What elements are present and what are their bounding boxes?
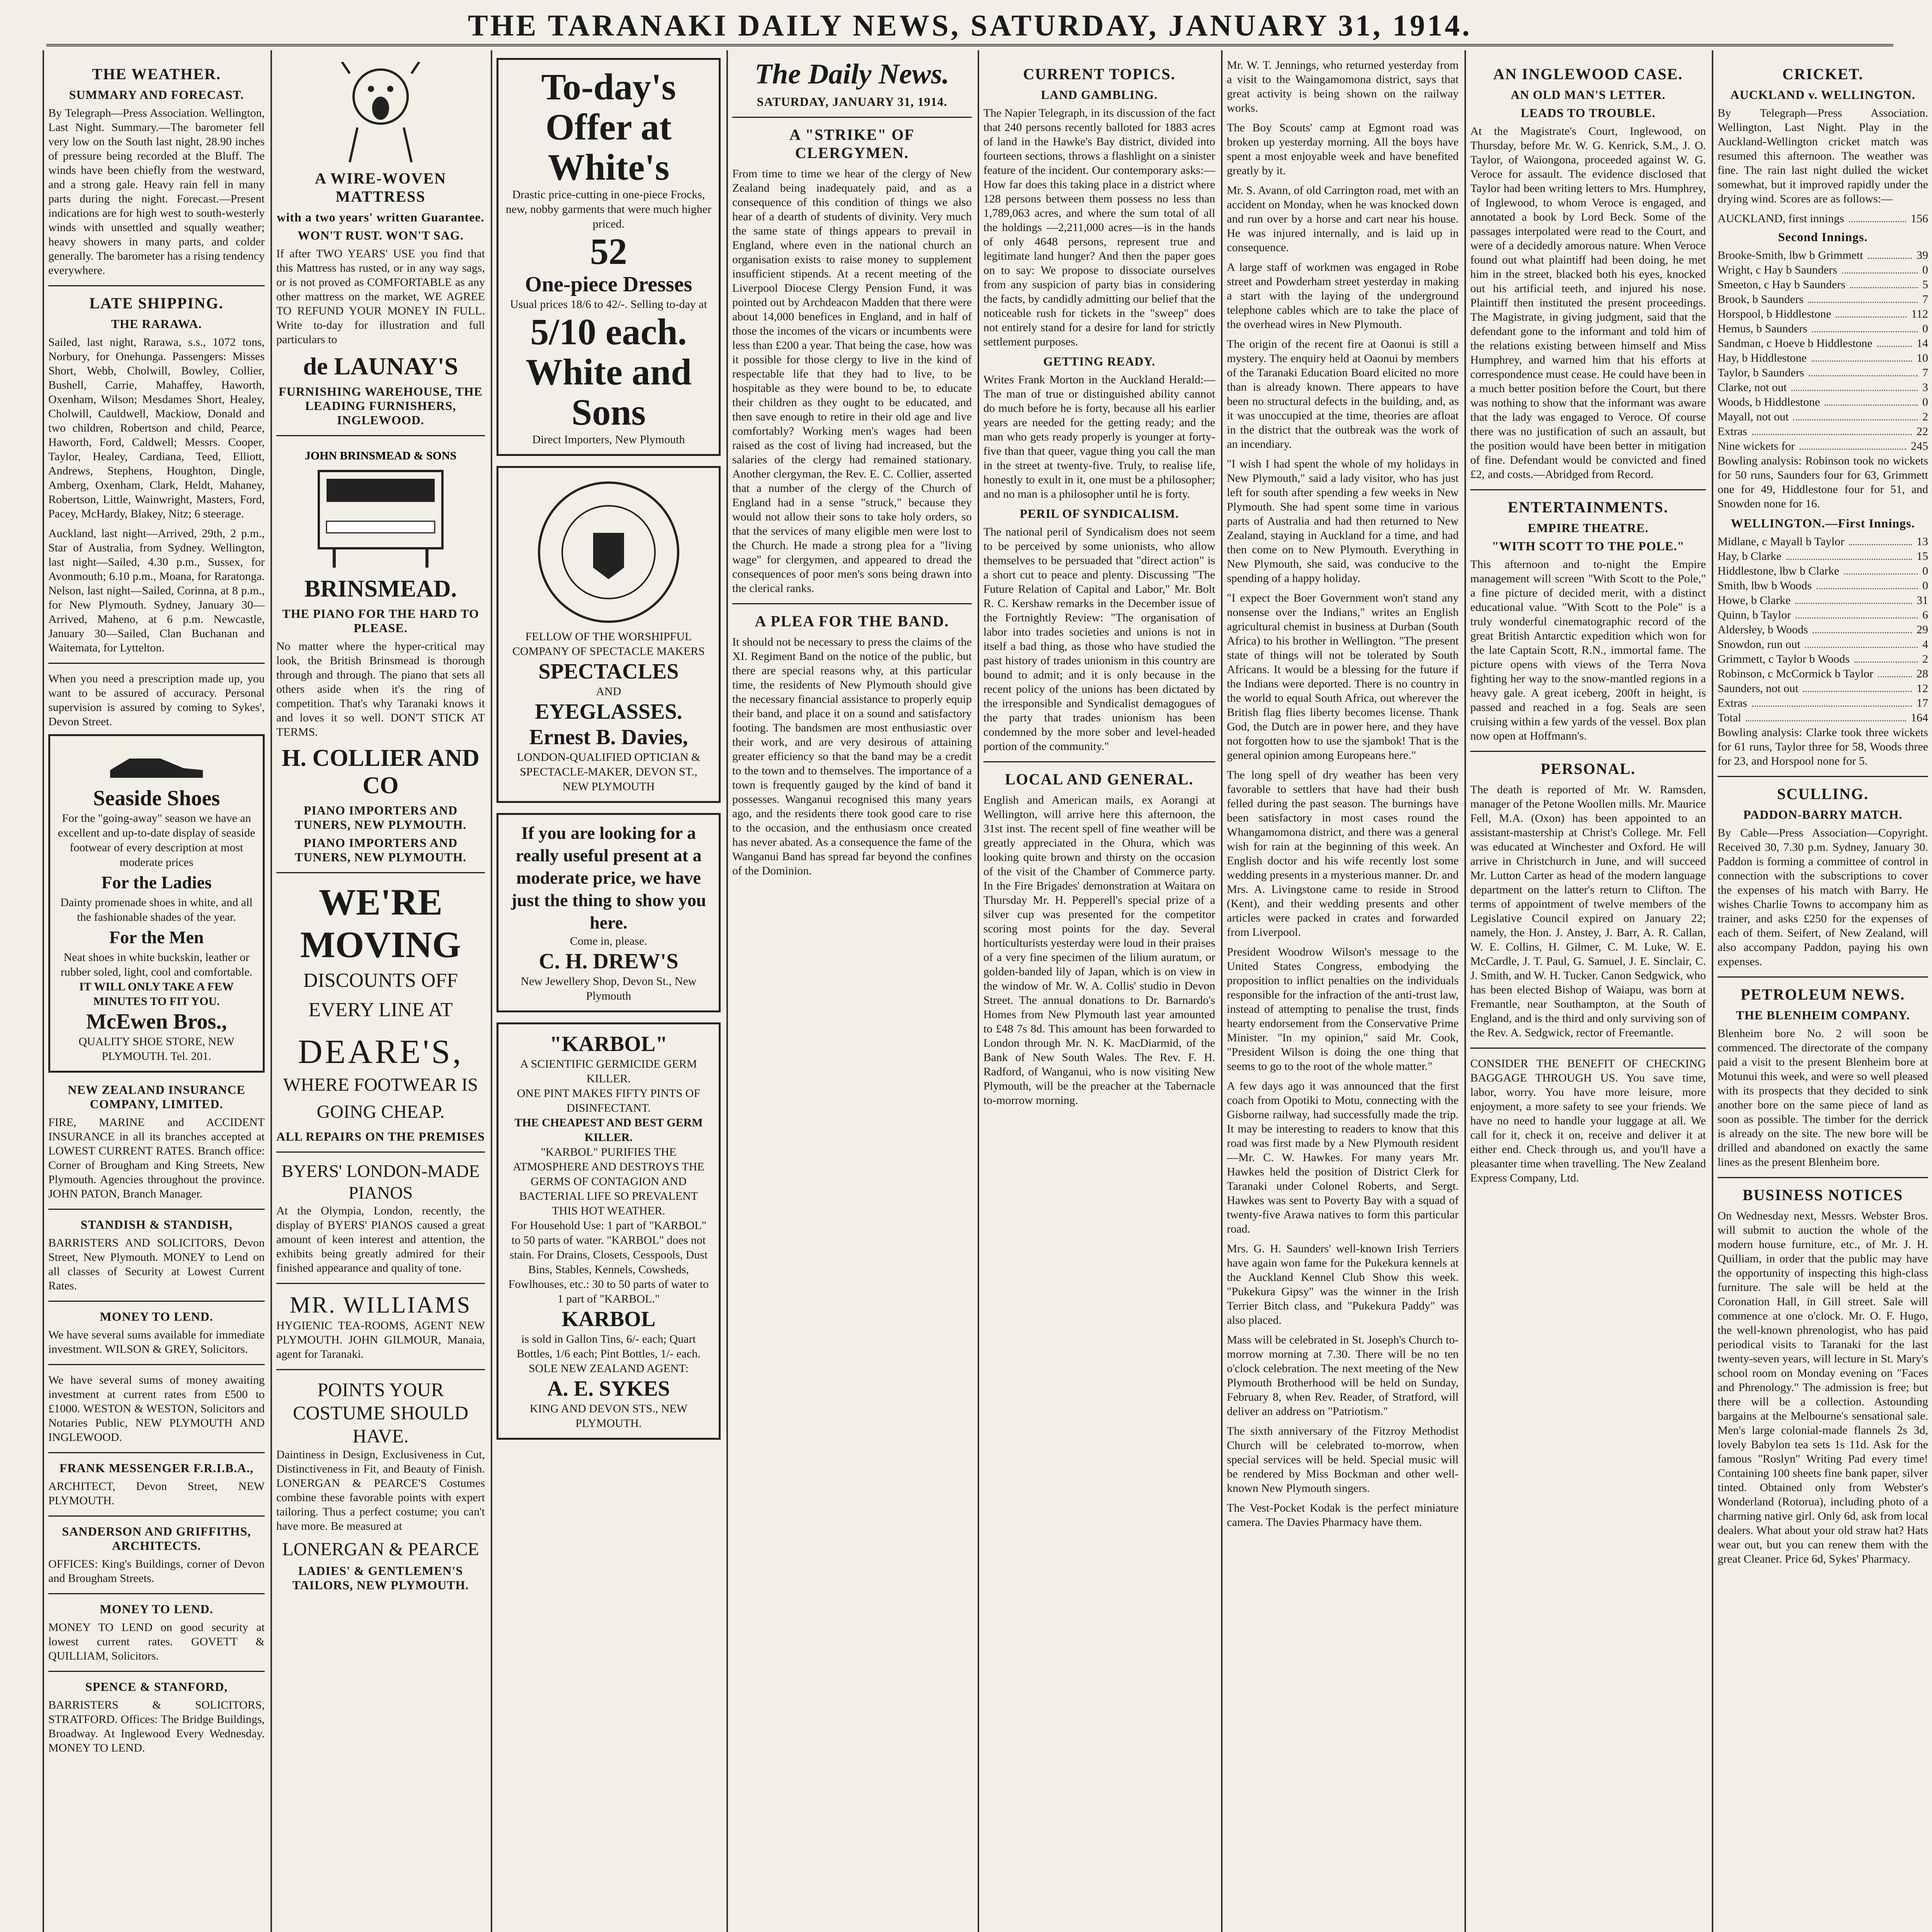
local-body: English and American mails, ex Aorangi at Wellington, will arrive here this afternoon, the 31st inst. The recent spell of fine weather will be greatly appreciated in the Ohura, which was looking quite brown and thirsty on the occasion of the visit of the Chamber of Commerce party. In the Fire Brigades' demonstration at Waitara on Thursday Mr. H. Pepperell's special prize of a silver cup was presented for the competitor scoring most points for the day. Several horticulturists yesterday were loud in their praises of a very fine specimen of the lilium auratum, or golden-banded lily of Japan, which is on view in the window of Mr. W. A. Collis' studio in Devon Street. The annual donations to Dr. Barnardo's Homes from New Plymouth last year amounted to £48 7s 8d. This amount has been forwarded to London through Mr. N. K. MacDiarmid, of the Bank of New South Wales. The Rev. F. H. Radford, of Wanganui, who is now visiting New Plymouth, will be the preacher at the Tabernacle to-morrow morning. bbox=[983, 794, 1215, 1107]
batsman-name: Extras bbox=[1718, 697, 1747, 709]
score-row bbox=[1718, 608, 1928, 622]
column-rule bbox=[270, 50, 272, 1932]
terriers-item: Mrs. G. H. Saunders' well-known Irish Terriers have again won fame for the Pukekura kennels at the Auckland Kennel Club Show this week. "Pukekura Gipsy" was the winner in the Irish Terrier Bitch class, and "Pukekura Paddy" was also placed. bbox=[1227, 1242, 1459, 1327]
gambling-title: LAND GAMBLING. bbox=[1041, 88, 1158, 102]
batsman-name: Saunders, not out bbox=[1718, 682, 1799, 695]
column-7 bbox=[1470, 58, 1706, 1932]
business-notices-body: On Wednesday next, Messrs. Webster Bros. will submit to auction the whole of the modern house furniture, etc., of Mr. J. H. Quilliam, in order that the public may have the opportunity of inspecting this high-class furniture. The sale will be held at the Coronation Hall, in Gill street. Sale will commence at one o'clock. Mr. O. F. Hugo, the well-known phrenologist, who has paid periodical visits to Taranaki for the last twenty-seven years, will lecture in St. Mary's school room on Monday evening on "Faces and Phrenology." The admission is free; but there will be a collection. Astounding bargains at the Melbourne's sensational sale. Men's large colonial-made flannels 2s 3d, lovely Babylon tea sets 1s 11d. Ask for the famous "Roslyn" Writing Pad every time! Containing 100 sheets fine bank paper, silver tinted. Obtained only from Webster's Wonderland (Rotorua), including photo of a charming native girl. Only 6d, ask from local dealers. What about your old straw hat? Hats wear out, but you can renew them with the great Cleaner. Price 6d, Sykes' Pharmacy. bbox=[1718, 1209, 1928, 1565]
batsman-name: Smeeton, c Hay b Saunders bbox=[1718, 278, 1845, 291]
second-innings-title: Second Innings. bbox=[1778, 230, 1868, 244]
score-row bbox=[1718, 549, 1928, 564]
costume-title: POINTS YOUR COSTUME SHOULD HAVE. bbox=[293, 1379, 469, 1447]
spectacles-ad bbox=[497, 466, 721, 803]
column-6 bbox=[1227, 58, 1459, 1932]
batsman-name: Sandman, c Hoeve b Hiddlestone bbox=[1718, 337, 1872, 350]
divider bbox=[48, 663, 265, 664]
jennings-item: Mr. W. T. Jennings, who returned yesterday from a visit to the Waingamomona district, says that great activity is being shown on the railway works. bbox=[1227, 59, 1459, 114]
column-2 bbox=[276, 58, 485, 1932]
auckland-scorecard bbox=[1718, 248, 1928, 439]
weston-body: We have several sums of money awaiting investment at current rates from £500 to £1000. WESTON & WESTON, Solicitors and Notaries Public, NEW PLYMOUTH AND INGLEWOOD. bbox=[48, 1374, 265, 1444]
score-row bbox=[1718, 395, 1928, 410]
karbol-use: For Household Use: 1 part of "KARBOL" to 50 parts of water. "KARBOL" does not stain. For Drains, Closets, Cesspools, Dust Bins, Stables, Kennels, Cowsheds, Fowlhouses, etc.: 30 to 50 parts of water to 1 part of "KARBOL." bbox=[508, 1219, 709, 1305]
wilson-item: President Woodrow Wilson's message to the United States Congress, embodying the proposition to inflict penalties on the individuals responsible for the infraction of the anti-trust law, instead of attempting to penalise the trust, finds hearty endorsement from the Conservative Prime Minister. "In my opinion," said Mr. Cook, "President Wilson is doing the one thing that seems to go to the root of the whole matter." bbox=[1227, 946, 1459, 1073]
mattress-subtitle: with a two years' written Guarantee. bbox=[277, 210, 485, 224]
score-row bbox=[1718, 263, 1928, 277]
dateline: SATURDAY, JANUARY 31, 1914. bbox=[757, 95, 947, 109]
divider bbox=[1718, 1177, 1928, 1178]
karbol-body: "KARBOL" PURIFIES THE ATMOSPHERE AND DESTROYS THE GERMS OF CONTAGION AND BACTERIAL LIFE SO PREVALENT THIS HOT WEATHER. bbox=[513, 1146, 704, 1217]
piano-brand: JOHN BRINSMEAD & SONS bbox=[304, 449, 457, 462]
karbol-price: is sold in Gallon Tins, 6/- each; Quart Bottles, 1/6 each; Pint Bottles, 1/- each. bbox=[517, 1333, 701, 1360]
batsman-runs: 2 bbox=[1922, 410, 1928, 423]
seaside-title: Seaside Shoes bbox=[93, 786, 220, 810]
divider bbox=[48, 1452, 265, 1453]
shipping-passengers: Sailed, last night, Rarawa, s.s., 1072 tons, Norbury, for Onehunga. Passengers: Misses Short, Webb, Cholwill, Bowley, Collier, Bushell, Carrie, Mahaffey, Haworth, Oxenham, Wilson; Mesdames Short, Healey, Cholwill, Cauldwell, Mackiow, Donald and two children, Robertson and child, Pearce, Haworth, Ford, Caldwell; Messrs. Cooper, Taylor, Healey, Cardiana, Teed, Elliott, Andrews, Stephens, Houghton, Dingle, Amberg, Oxenham, Clark, Heldt, Mahaney, Robertson, Little, Wainwright, Masters, Ford, Pacey, McHardy, Blakey, Nitz; 6 steerage. bbox=[48, 336, 265, 520]
divider bbox=[276, 1151, 485, 1153]
divider bbox=[48, 1671, 265, 1672]
karbol-ad bbox=[497, 1022, 721, 1440]
spectacle-makers-seal-icon bbox=[505, 479, 712, 626]
wedding-item: The long spell of dry weather has been very favorable to settlers that have had their bush felled during the past season. The burnings have been satisfactory in most cases round the Whangamomona district, and there was a general wish for rain at the beginning of this week. An English doctor and his wife recently lost some wedding presents in a mysterious manner. Dr. and Mrs. A. Livingstone came to reside in Strood (Kent), and their wedding presents and other articles were packed in crates and forwarded from Liverpool. bbox=[1227, 769, 1459, 939]
ready-body: Writes Frank Morton in the Auckland Herald:—The man of true or distinguished ability cannot do much before he is forty, because all his earlier years are needed for the getting ready; and the man who gets ready properly is younger at forty-five than that queer, vague thing you call the man in the street at twenty-five. Truly, to realise life, honestly to exult in it, one must be a philosopher; and no man is a philosopher until he is forty. bbox=[983, 373, 1215, 500]
batsman-name: Smith, lbw b Woods bbox=[1718, 579, 1812, 592]
masthead: THE TARANAKI DAILY NEWS, SATURDAY, JANUARY 31, 1914. bbox=[46, 7, 1893, 46]
wellington-total: Total 164 bbox=[1718, 711, 1928, 724]
auckland-first-innings: AUCKLAND, first innings 156 bbox=[1718, 212, 1928, 225]
batsman-runs: 7 bbox=[1922, 293, 1928, 306]
seaside-shoes-ad bbox=[48, 734, 265, 1073]
entertainments-title: ENTERTAINMENTS. bbox=[1508, 498, 1668, 516]
messenger-title: FRANK MESSENGER F.R.I.B.A., bbox=[59, 1461, 254, 1475]
men-body: Neat shoes in white buckskin, leather or rubber soled, light, cool and comfortable. bbox=[60, 951, 253, 978]
oaonui-fire-item: The origin of the recent fire at Oaonui is still a mystery. The enquiry held at Oaonui by members of the Taranaki Education Board elicited no more than is already known. There appears to have been no structural defects in the building, and, as it was unoccupied at the time, theories are afloat in the district that the outbreak was the work of an incendiary. bbox=[1227, 338, 1459, 451]
score-row bbox=[1718, 622, 1928, 637]
column-rule bbox=[726, 50, 728, 1932]
lonergan-name: LONERGAN & PEARCE bbox=[282, 1539, 479, 1560]
griffiths-body: OFFICES: King's Buildings, corner of Devon and Brougham Streets. bbox=[48, 1558, 265, 1585]
divider bbox=[983, 761, 1215, 762]
divider bbox=[732, 117, 972, 118]
divider bbox=[276, 1369, 485, 1370]
williams-name: MR. WILLIAMS bbox=[289, 1292, 472, 1318]
visitor-item: "I wish I had spent the whole of my holidays in New Plymouth," said a lady visitor, who has just left for south after spending a few weeks in New Plymouth. She had spent some time in various parts of Australia and had then returned to New Zealand, staying in Auckland for a time, and had then come on to New Plymouth. Everything in New Plymouth, she said, was conducive to the spending of a happy holiday. bbox=[1227, 457, 1459, 585]
karbol-subtitle: A SCIENTIFIC GERMICIDE GERM KILLER. bbox=[520, 1058, 697, 1085]
mattress-body: If after TWO YEARS' USE you find that this Mattress has rusted, or in any way sags, or is not proved as COMFORTABLE as any other mattress on the market, WE AGREE TO REFUND YOUR MONEY IN FULL. Write to-day for illustration and full particulars to bbox=[276, 247, 485, 346]
govett-title: MONEY TO LEND. bbox=[100, 1602, 213, 1616]
griffiths-title: SANDERSON AND GRIFFITHS, ARCHITECTS. bbox=[62, 1524, 251, 1553]
nz-insurance-body: FIRE, MARINE and ACCIDENT INSURANCE in all its branches accepted at LOWEST CURRENT RATES. Branch office: Corner of Brougham and King Streets, New Plymouth. Agencies throughout the province. JOHN PATON, Branch Manager. bbox=[48, 1116, 265, 1200]
score-row bbox=[1718, 696, 1928, 711]
divider bbox=[48, 1593, 265, 1594]
costume-body: Daintiness in Design, Exclusiveness in Cut, Distinctiveness in Fit, and Beauty of Finish. LONERGAN & PEARCE'S Costumes combine these favorable points with expert tailoring. Thus a perfect costume; you can't have more. Be measured at bbox=[276, 1448, 485, 1532]
score-row bbox=[1718, 652, 1928, 667]
score-row bbox=[1718, 667, 1928, 681]
divider bbox=[1470, 751, 1706, 752]
williams-body: HYGIENIC TEA-ROOMS, AGENT NEW PLYMOUTH. JOHN GILMOUR, Manaia, agent for Taranaki. bbox=[276, 1319, 485, 1361]
batsman-runs: 0 bbox=[1922, 579, 1928, 592]
batsman-runs: 4 bbox=[1922, 638, 1928, 651]
batsman-name: Hay, b Clarke bbox=[1718, 550, 1782, 563]
mcewen-address: QUALITY SHOE STORE, NEW PLYMOUTH. Tel. 201. bbox=[78, 1035, 235, 1063]
wellington-scorecard bbox=[1718, 534, 1928, 711]
divider bbox=[1470, 489, 1706, 490]
drew-body: If you are looking for a really useful present at a moderate price, we have just the thing to show you here. bbox=[511, 823, 706, 932]
spectacles-title: SPECTACLES bbox=[538, 660, 679, 684]
wellington-first-innings-title: WELLINGTON.—First Innings. bbox=[1731, 516, 1915, 530]
davies-body: LONDON-QUALIFIED OPTICIAN & SPECTACLE-MAKER, DEVON ST., NEW PLYMOUTH bbox=[517, 751, 701, 793]
sykes-address: KING AND DEVON STS., NEW PLYMOUTH. bbox=[529, 1402, 688, 1430]
petroleum-title: PETROLEUM NEWS. bbox=[1740, 986, 1905, 1003]
drew-address: New Jewellery Shop, Devon St., New Plymouth bbox=[520, 975, 697, 1002]
batsman-runs: 29 bbox=[1917, 623, 1928, 636]
drew-ad bbox=[497, 813, 721, 1012]
batsman-name: Aldersley, b Woods bbox=[1718, 623, 1808, 636]
whites-ad bbox=[497, 58, 721, 456]
whites-headline: To-day's Offer at White's bbox=[541, 66, 676, 188]
score-row bbox=[1718, 380, 1928, 395]
score-row bbox=[1718, 366, 1928, 380]
column-rule bbox=[491, 50, 492, 1932]
anniversary-item: The sixth anniversary of the Fitzroy Methodist Church will be celebrated to-morrow, when special services will be held. Special music will be rendered by Miss Bockman and other well-known New Plymouth singers. bbox=[1227, 1425, 1459, 1495]
byers-title: BYERS' LONDON-MADE PIANOS bbox=[281, 1161, 480, 1202]
karbol-name: KARBOL bbox=[561, 1307, 656, 1331]
batsman-name: Grimmett, c Taylor b Woods bbox=[1718, 653, 1850, 665]
collier-name: H. COLLIER AND CO bbox=[282, 745, 480, 799]
whites-body: Drastic price-cutting in one-piece Frocks, new, nobby garments that were much higher priced. bbox=[505, 188, 712, 230]
divider bbox=[48, 1515, 265, 1517]
delaunay-address: FURNISHING WAREHOUSE, THE LEADING FURNISHERS, INGLEWOOD. bbox=[279, 384, 483, 427]
paper-title: The Daily News. bbox=[755, 58, 949, 90]
score-row bbox=[1718, 292, 1928, 307]
shipping-movements: Auckland, last night—Arrived, 29th, 2 p.m., Star of Australia, from Sydney. Wellington, last night—Sailed, 4.30 p.m., Sussex, for Avonmouth; 6.10 p.m., Moana, for Raratonga. Nelson, last night—Sailed, Corinna, at 8 p.m., for New Plymouth. Sydney, January 30—Arrived, Maheno, at 6 p.m. Newcastle, January 30—Sailed, Clan Buchanan and Waitemata, for Lyttelton. bbox=[48, 527, 265, 654]
divider bbox=[48, 1301, 265, 1302]
personal-body: The death is reported of Mr. W. Ramsden, manager of the Petone Woollen mills. Mr. Maurice Fell, M.A. (Oxon) has been appointed to an assistant-mastership at Christ's College. Mr. Fell was educated at Winchester and Oxford. He will arrive in Christchurch in June, and will succeed Mr. Lutton Carter as head of the modern language department on the latter's return to Clifton. The terms of appointment of twelve members of the Legislative Council expired on January 22; namely, the Hon. J. Anstey, J. Barr, A. R. Callan, W. E. Collins, H. Gilmer, C. M. Luke, W. E. McCardle, J. T. Paul, G. Samuel, J. E. Sinclair, C. J. Smith, and W. H. Tucker. Canon Sedgwick, who has been elected Bishop of Waiapu, was born at Fremantle, near Southampton, at the South of England, and is the third and only surviving son of the Rev. A. Sedgwick, rector of Freemantle. bbox=[1470, 783, 1706, 1039]
batsman-runs: 0 bbox=[1922, 565, 1928, 577]
personal-title: PERSONAL. bbox=[1541, 760, 1636, 777]
divider bbox=[732, 603, 972, 604]
column-rule bbox=[978, 50, 979, 1932]
spence-title: SPENCE & STANFORD, bbox=[85, 1680, 228, 1694]
eyeglasses-title: EYEGLASSES. bbox=[535, 700, 682, 724]
score-row bbox=[1718, 578, 1928, 593]
column-8 bbox=[1718, 58, 1928, 1932]
batsman-runs: 10 bbox=[1917, 352, 1928, 364]
batsman-runs: 28 bbox=[1917, 667, 1928, 680]
batsman-name: Clarke, not out bbox=[1718, 381, 1787, 394]
match-title: AUCKLAND v. WELLINGTON. bbox=[1730, 88, 1915, 102]
syndicalism-title: PERIL OF SYNDICALISM. bbox=[1020, 507, 1179, 520]
standish-title: STANDISH & STANDISH, bbox=[80, 1218, 233, 1231]
deare-name: DEARE'S, bbox=[298, 1033, 464, 1071]
spence-body: BARRISTERS & SOLICITORS, STRATFORD. Offices: The Bridge Buildings, Broadway. At Inglewood Every Wednesday. MONEY TO LEND. bbox=[48, 1699, 265, 1754]
score-row bbox=[1718, 637, 1928, 652]
score-row bbox=[1718, 248, 1928, 263]
batsman-runs: 6 bbox=[1922, 609, 1928, 621]
karbol-pint: ONE PINT MAKES FIFTY PINTS OF DISINFECTANT. bbox=[517, 1087, 701, 1114]
score-row bbox=[1718, 593, 1928, 608]
mattress-tags: WON'T RUST. WON'T SAG. bbox=[298, 228, 464, 242]
batsman-name: Snowdon, run out bbox=[1718, 638, 1801, 651]
batsman-runs: 39 bbox=[1917, 249, 1928, 262]
gambling-body: The Napier Telegraph, in its discussion of the fact that 240 persons recently balloted for 1883 acres of land in the Hawke's Bay district, divided into fourteen sections, throws a flashlight on a sinister feature of the incident. Our contemporary asks:—How far does this taking place in a district where 128 persons between them possess no less than 1,789,063 acres, and where the sum total of all the holdings —2,211,000 acres—is in the hands of only 4648 persons, represent true and legitimate land hunger? And then the paper goes on to say: We propose to dissociate ourselves from any suspicion of party bias in considering the facts, by candidly admitting our belief that the noticeable rush for tickets in the "sweep" does not entirely stand for a desire for land for strictly settlement purposes. bbox=[983, 107, 1215, 348]
standish-body: BARRISTERS AND SOLICITORS, Devon Street, New Plymouth. MONEY to Lend on all classes of Security at Lowest Current Rates. bbox=[48, 1236, 265, 1292]
scott-title: "WITH SCOTT TO THE POLE." bbox=[1492, 539, 1685, 553]
case-title: AN INGLEWOOD CASE. bbox=[1493, 65, 1683, 83]
score-row bbox=[1718, 321, 1928, 336]
men-title: For the Men bbox=[109, 927, 204, 947]
moving-discount: DISCOUNTS OFF EVERY LINE AT bbox=[303, 969, 458, 1021]
batsman-runs: 0 bbox=[1922, 396, 1928, 408]
divider bbox=[276, 872, 485, 873]
messenger-body: ARCHITECT, Devon Street, NEW PLYMOUTH. bbox=[48, 1480, 265, 1507]
score-row bbox=[1718, 681, 1928, 696]
avann-item: Mr. S. Avann, of old Carrington road, met with an accident on Monday, when he was knocked down and run over by a horse and cart near his house. He was injured internally, and is laid up in consequence. bbox=[1227, 184, 1459, 254]
kodak-item: The Vest-Pocket Kodak is the perfect miniature camera. The Davies Pharmacy have them. bbox=[1227, 1502, 1459, 1529]
davies-name: Ernest B. Davies, bbox=[529, 725, 688, 749]
collier-address-2: PIANO IMPORTERS AND TUNERS, NEW PLYMOUTH. bbox=[294, 836, 467, 864]
weather-report: By Telegraph—Press Association. Wellington, Last Night. Summary.—The barometer fell very low on the South last night, 28.90 inches of pressure being recorded at the Bluff. The winds have been chiefly from the westward, and a strong gale. Heavy rain fell in many parts during the night. Forecast.—Present indications are for high west to south-westerly winds with unsettled and squally weather; heavy showers in many parts, and colder generally. The barometer has a rising tendency everywhere. bbox=[48, 107, 265, 277]
score-row bbox=[1718, 424, 1928, 439]
deare-repairs: ALL REPAIRS ON THE PREMISES bbox=[276, 1129, 485, 1143]
piano-subtitle: THE PIANO FOR THE HARD TO PLEASE. bbox=[282, 607, 479, 635]
column-rule bbox=[1221, 50, 1223, 1932]
lonergan-address: LADIES' & GENTLEMEN'S TAILORS, NEW PLYMOUTH. bbox=[292, 1564, 469, 1592]
column-1 bbox=[48, 58, 265, 1932]
seaside-body: For the "going-away" season we have an excellent and up-to-date display of seaside footwear of every description at most moderate prices bbox=[58, 812, 255, 869]
karbol-agent: SOLE NEW ZEALAND AGENT: bbox=[529, 1362, 689, 1375]
entertainments-subtitle: EMPIRE THEATRE. bbox=[1527, 521, 1649, 535]
cricket-intro: By Telegraph—Press Association. Wellington, Last Night. Play in the Auckland-Wellington cricket match was resumed this afternoon. The weather was fine. The rain last night dulled the wicket somewhat, but it improved rapidly under the drying wind. Scores are as follows:— bbox=[1718, 107, 1928, 205]
petroleum-body: Blenheim bore No. 2 will soon be commenced. The directorate of the company paid a visit to the present Blenheim bore at Motunui this week, and were so well pleased with its prospects that they decided to sink another bore on the same piece of land as soon as possible. The timber for the derrick is already on the site. The new bore will be drilled and abandoned on exactly the same lines as the present Blenheim bore. bbox=[1718, 1027, 1928, 1168]
weather-title: THE WEATHER. bbox=[92, 65, 221, 83]
batsman-name: Extras bbox=[1718, 425, 1747, 438]
karbol-title: "KARBOL" bbox=[549, 1032, 668, 1056]
shoe-cta: IT WILL ONLY TAKE A FEW MINUTES TO FIT YOU. bbox=[79, 980, 234, 1008]
batsman-runs: 2 bbox=[1922, 653, 1928, 665]
sykes-notice: When you need a prescription made up, you want to be assured of accuracy. Personal supervision is assured by coming to Sykes', Devon Street. bbox=[48, 672, 265, 728]
deare-subtitle: WHERE FOOTWEAR IS GOING CHEAP. bbox=[283, 1075, 478, 1122]
batsman-runs: 15 bbox=[1917, 550, 1928, 563]
case-body: At the Magistrate's Court, Inglewood, on Thursday, before Mr. W. G. Kenrick, S.M., J. O. Taylor, of Waiongona, proceeded against W. G. Veroce for assault. The evidence disclosed that Taylor had been writing letters to Mrs. Humphrey, of Inglewood, to whom Veroce is engaged, and annotated a book by Lord Beck. Some of the passages interpolated were read to the Court, and were of a decidedly amorous nature. When Veroce found out what plaintiff had been doing, he met him in the street, blacked both his eyes, knocked out his artificial teeth, and injured his nose. Plaintiff then instituted the present proceedings. The Magistrate, in giving judgment, said that the defendant gone to the informant and told him of the relations existing between himself and Miss Humphrey, and warned him that his efforts at correspondence must cease. He could have been in a much better position before the Court, but there was nothing to show that the informant was aware that the lady was engaged to Veroce. Of course there was no justification of such an assault, but the position would have been better in mitigation of fine. Defendant would be convicted and fined £2, and costs.—Abridged from Record. bbox=[1470, 125, 1706, 481]
batsman-runs: 0 bbox=[1922, 264, 1928, 276]
batsman-name: Brooke-Smith, lbw b Grimmett bbox=[1718, 249, 1863, 262]
case-subtitle: AN OLD MAN'S LETTER. bbox=[1510, 88, 1666, 102]
column-4 bbox=[732, 58, 972, 1932]
score-row bbox=[1718, 534, 1928, 549]
business-notices-title: BUSINESS NOTICES bbox=[1742, 1186, 1903, 1204]
ladies-title: For the Ladies bbox=[101, 872, 212, 892]
whites-price-was: Usual prices 18/6 to 42/-. Selling to-day at bbox=[510, 298, 707, 311]
whites-name: White and Sons bbox=[526, 351, 692, 433]
divider bbox=[1470, 1048, 1706, 1049]
whites-count: 52 bbox=[590, 231, 627, 272]
batsman-name: Howe, b Clarke bbox=[1718, 594, 1791, 607]
batsman-name: Quinn, b Taylor bbox=[1718, 609, 1791, 621]
piano-title: BRINSMEAD. bbox=[304, 576, 457, 602]
whites-address: Direct Importers, New Plymouth bbox=[532, 433, 685, 446]
divider bbox=[1718, 776, 1928, 777]
case-subtitle-2: LEADS TO TROUBLE. bbox=[1520, 106, 1656, 120]
money-body: We have several sums available for immediate investment. WILSON & GREY, Solicitors. bbox=[48, 1328, 265, 1355]
score-row bbox=[1718, 564, 1928, 578]
drew-cta: Come in, please. bbox=[570, 935, 647, 947]
score-row bbox=[1718, 410, 1928, 424]
nine-wickets-total: Nine wickets for 245 bbox=[1718, 440, 1928, 452]
divider bbox=[276, 1283, 485, 1284]
scouts-item: The Boy Scouts' camp at Egmont road was broken up yesterday morning. All the boys have spent a most enjoyable week and have benefited greatly by it. bbox=[1227, 121, 1459, 177]
sykes-name: A. E. SYKES bbox=[547, 1377, 670, 1401]
batsman-runs: 3 bbox=[1922, 381, 1928, 394]
whites-price: 5/10 each. bbox=[530, 311, 687, 352]
mass-item: Mass will be celebrated in St. Joseph's Church to-morrow morning at 7.30. There will be no ten o'clock celebration. The next meeting of the New Plymouth Brotherhood will be held on Sunday, February 8, when Rev. Reader, of Stratford, will deliver an address on "Patriotism." bbox=[1227, 1333, 1459, 1418]
batsman-name: Robinson, c McCormick b Taylor bbox=[1718, 667, 1874, 680]
batsman-name: Horspool, b Hiddlestone bbox=[1718, 308, 1832, 320]
batsman-name: Hay, b Hiddlestone bbox=[1718, 352, 1807, 364]
divider bbox=[276, 435, 485, 436]
sculling-title: SCULLING. bbox=[1777, 785, 1869, 803]
collier-address: PIANO IMPORTERS AND TUNERS, NEW PLYMOUTH. bbox=[294, 803, 467, 832]
batsman-name: Midlane, c Mayall b Taylor bbox=[1718, 535, 1845, 548]
batsman-name: Brook, b Saunders bbox=[1718, 293, 1804, 306]
syndicalism-body: The national peril of Syndicalism does not seem to be perceived by some unionists, who allow themselves to be persuaded that "direct action" is a short cut to peace and plenty. Discussing "The Future Relation of Capital and Labor," Mr. Bolt R. C. Kershaw remarks in the December issue of the Fortnightly Review: "The organisation of labor into trades societies and unions is not in itself a bad thing, as those who have studied the past history of trades unionism in this country are bound to admit; and it is only because in the recent policy of the unions has been dictated by the irresponsible and Syndicalist demagogues of the party that trades unionism has been condemned by the more sober and level-headed portion of the community." bbox=[983, 526, 1215, 753]
mcewen-name: McEwen Bros., bbox=[86, 1010, 227, 1034]
sculling-body: By Cable—Press Association—Copyright. Received 30, 7.30 p.m. Sydney, January 30. Paddon is forming a committee of control in connection with the subscriptions to cover the expenses of his match with Barry. He wishes Charlie Towns to accompany him as trainer, and asks £250 for the expenses of each of them. Seifert, of New Zealand, will also accompany Paddon, paying his own expenses. bbox=[1718, 827, 1928, 968]
motu-road-item: A few days ago it was announced that the first coach from Opotiki to Motu, connecting with the Gisborne railway, had successfully made the trip. It may be interesting to readers to know that this road was first made by a New Plymouth resident—Mr. C. W. Hawkes. For many years Mr. Hawkes held the position of District Clerk for Taranaki under Colonel Roberts, and Sergt. Hawkes was sent to Poverty Bay with a squad of twenty-five Arawa natives to form this particular road. bbox=[1227, 1080, 1459, 1235]
batsman-name: Hemus, b Saunders bbox=[1718, 322, 1808, 335]
scott-body: This afternoon and to-night the Empire management will screen "With Scott to the Pole," a fine picture of decided merit, with a distinct educational value. "With Scott to the Pole" is a truly wonderful cinematographic record of the great British Antarctic expedition which won for the late Captain Scott, R.N., immortal fame. The picture opens with views of the Terra Nova fighting her way to the snow-mantled regions in a heavy gale. A great iceberg, 200ft in height, is passed and reached in a fog. Seals are seen cruising within a few yards of the vessel. Box plan now open at Hoffmann's. bbox=[1470, 558, 1706, 742]
column-rule bbox=[1712, 50, 1713, 1932]
editorial-title: A "STRIKE" OF CLERGYMEN. bbox=[789, 126, 915, 162]
ready-title: GETTING READY. bbox=[1043, 354, 1156, 368]
shoe-icon bbox=[57, 747, 256, 782]
karbol-cheap: THE CHEAPEST AND BEST GERM KILLER. bbox=[514, 1116, 703, 1144]
score-row bbox=[1718, 351, 1928, 366]
batsman-runs: 0 bbox=[1922, 322, 1928, 335]
batsman-runs: 13 bbox=[1917, 535, 1928, 548]
indians-item: "I expect the Boer Government won't stand any nonsense over the Indians," writes an English agricultural chemist in business at Durban (South Africa) to his brother in Wellington. "The present state of things will not be tolerated by South Africans. It would be a blessing for the future if the Indians were deported. There is no country in the world to equal South Africa, out wherever the British flag flies liberty becomes license. Thank God, the Dutch are in power here, and they have not forgotten how to use the sjambok! That is the general opinion among Europeans here." bbox=[1227, 592, 1459, 762]
batsman-runs: 5 bbox=[1922, 278, 1928, 291]
cricket-title: CRICKET. bbox=[1782, 65, 1864, 83]
govett-body: MONEY TO LEND on good security at lowest current rates. GOVETT & QUILLIAM, Solicitors. bbox=[48, 1621, 265, 1662]
whites-item: One-piece Dresses bbox=[525, 272, 692, 296]
man-shouting-illustration-icon bbox=[276, 62, 485, 162]
batsman-runs: 112 bbox=[1911, 308, 1928, 320]
spectacles-guild: FELLOW OF THE WORSHIPFUL COMPANY OF SPECTACLE MAKERS bbox=[512, 630, 705, 658]
batsman-runs: 7 bbox=[1922, 366, 1928, 379]
batsman-name: Taylor, b Saunders bbox=[1718, 366, 1804, 379]
spectacles-and: AND bbox=[596, 685, 621, 698]
batsman-runs: 22 bbox=[1917, 425, 1928, 438]
ladies-body: Dainty promenade shoes in white, and all the fashionable shades of the year. bbox=[60, 896, 253, 923]
batsman-runs: 14 bbox=[1917, 337, 1928, 350]
weather-subtitle: SUMMARY AND FORECAST. bbox=[69, 88, 244, 102]
shipping-subtitle: THE RARAWA. bbox=[111, 317, 202, 331]
divider bbox=[48, 1209, 265, 1210]
column-rule bbox=[1464, 50, 1466, 1932]
nz-insurance-title: NEW ZEALAND INSURANCE COMPANY, LIMITED. bbox=[68, 1083, 245, 1111]
batsman-runs: 31 bbox=[1917, 594, 1928, 607]
money-title: MONEY TO LEND. bbox=[100, 1310, 213, 1323]
batsman-name: Wright, c Hay b Saunders bbox=[1718, 264, 1837, 276]
topics-title: CURRENT TOPICS. bbox=[1023, 65, 1176, 83]
piano-body: No matter where the hyper-critical may look, the British Brinsmead is thorough through and through. The piano that sets all others aside when it's the ring of competition. That's why Taranaki knows it and loves it so well. DON'T STICK AT TERMS. bbox=[276, 640, 485, 738]
column-rule bbox=[43, 50, 44, 1932]
delaunay-name: de LAUNAY'S bbox=[303, 352, 458, 380]
sculling-subtitle: PADDON-BARRY MATCH. bbox=[1743, 808, 1903, 821]
batsman-runs: 12 bbox=[1917, 682, 1928, 695]
column-3 bbox=[497, 58, 721, 1932]
batsman-name: Hiddlestone, lbw b Clarke bbox=[1718, 565, 1839, 577]
divider bbox=[1718, 976, 1928, 978]
divider bbox=[48, 1364, 265, 1365]
batsman-name: Woods, b Hiddlestone bbox=[1718, 396, 1820, 408]
batsman-name: Mayall, not out bbox=[1718, 410, 1789, 423]
column-5 bbox=[983, 58, 1215, 1932]
workmen-item: A large staff of workmen was engaged in Robe street and Powderham street yesterday in making a start with the laying of the underground telephone cables which are to take the place of the overhead wires in New Plymouth. bbox=[1227, 261, 1459, 331]
shipping-title: LATE SHIPPING. bbox=[89, 294, 224, 312]
moving-title: WE'RE MOVING bbox=[300, 881, 461, 965]
byers-body: At the Olympia, London, recently, the display of BYERS' PIANOS caused a great amount of keen interest and attention, the exhibits being greatly admired for their finished appearance and quality of tone. bbox=[276, 1204, 485, 1274]
mattress-title: A WIRE-WOVEN MATTRESS bbox=[315, 170, 446, 205]
editorial-body: From time to time we hear of the clergy of New Zealand being inadequately paid, and as a consequence of this condition of things we also hear of a dearth of students of divinity. Very much the same state of things appears to prevail in England, where even in the national church an organisation exists to raise money to supplement insufficient stipends. At a recent meeting of the Liverpool Diocese Clergy Pension Fund, it was pointed out by Archdeacon Madden that there were about 14,000 benefices in England, and in half of those the incomes of the vicars or incumbents were less than £200 a year. That being the case, how was it possible for those clergy to live in the kind of respectable life that they had to live, to be hospitable as they were bound to be, to educate their children as they ought to be educated, and then save enough to retire in their old age and live comfortably? Working men's wages had been raised as the cost of living had increased, but the salaries of the clergy had remained stationary. Another clergyman, the Rev. E. C. Collier, asserted that a number of the clergy of the Church of England had in a sense "struck," because they would not allow their sons to take holy orders, so that the services of many eligible men were lost to the Church. He made a strong plea for a "living wage" for clergymen, and appeared to dread the consequences of poor men's sons being drawn into the clerical ranks. bbox=[732, 167, 972, 595]
bowling-analysis-1: Bowling analysis: Robinson took no wickets for 50 runs, Saunders four for 63, Grimmett one for 49, Hiddlestone four for 51, and Snowden none for 16. bbox=[1718, 454, 1928, 510]
score-row bbox=[1718, 307, 1928, 321]
band-body: It should not be necessary to press the claims of the XI. Regiment Band on the notice of the public, but there are special reasons why, at this particular time, the residents of New Plymouth should give the necessary financial assistance to properly equip their band, and place it on a sound and satisfactory footing. The bandsmen are most enthusiastic over their work, and are very desirous of attaining greater efficiency so that the band may be a credit to the town and to themselves. The importance of a town is frequently gauged by the kind of band it possesses. Wanganui recognised this many years ago, and the residents there took good care to rise to the occasion, and the enthusiasm once created has never abated. As a consequence the fame of the Wanganui Band has spread far beyond the confines of the Dominion. bbox=[732, 636, 972, 877]
drew-name: C. H. DREW'S bbox=[539, 949, 679, 973]
local-title: LOCAL AND GENERAL. bbox=[1005, 770, 1194, 788]
score-row bbox=[1718, 336, 1928, 351]
luggage-notice: CONSIDER THE BENEFIT OF CHECKING BAGGAGE THROUGH US. You save time, labor, worry. You have more leisure, more enjoyment, a more safety to see your friends. We have no need to handle your luggage at all. We call for it, check it on, receive and deliver it at either end. Check through us, and you'll have a pleasanter time when travelling. The New Zealand Express Company, Ltd. bbox=[1470, 1057, 1706, 1184]
band-title: A PLEA FOR THE BAND. bbox=[755, 612, 949, 630]
divider bbox=[48, 285, 265, 286]
score-row bbox=[1718, 277, 1928, 292]
bowling-analysis-2: Bowling analysis: Clarke took three wickets for 61 runs, Taylor three for 58, Woods three for 23, and Horspool none for 5. bbox=[1718, 726, 1928, 767]
blenheim-title: THE BLENHEIM COMPANY. bbox=[1736, 1008, 1910, 1022]
piano-icon bbox=[276, 444, 485, 571]
batsman-runs: 17 bbox=[1917, 697, 1928, 709]
